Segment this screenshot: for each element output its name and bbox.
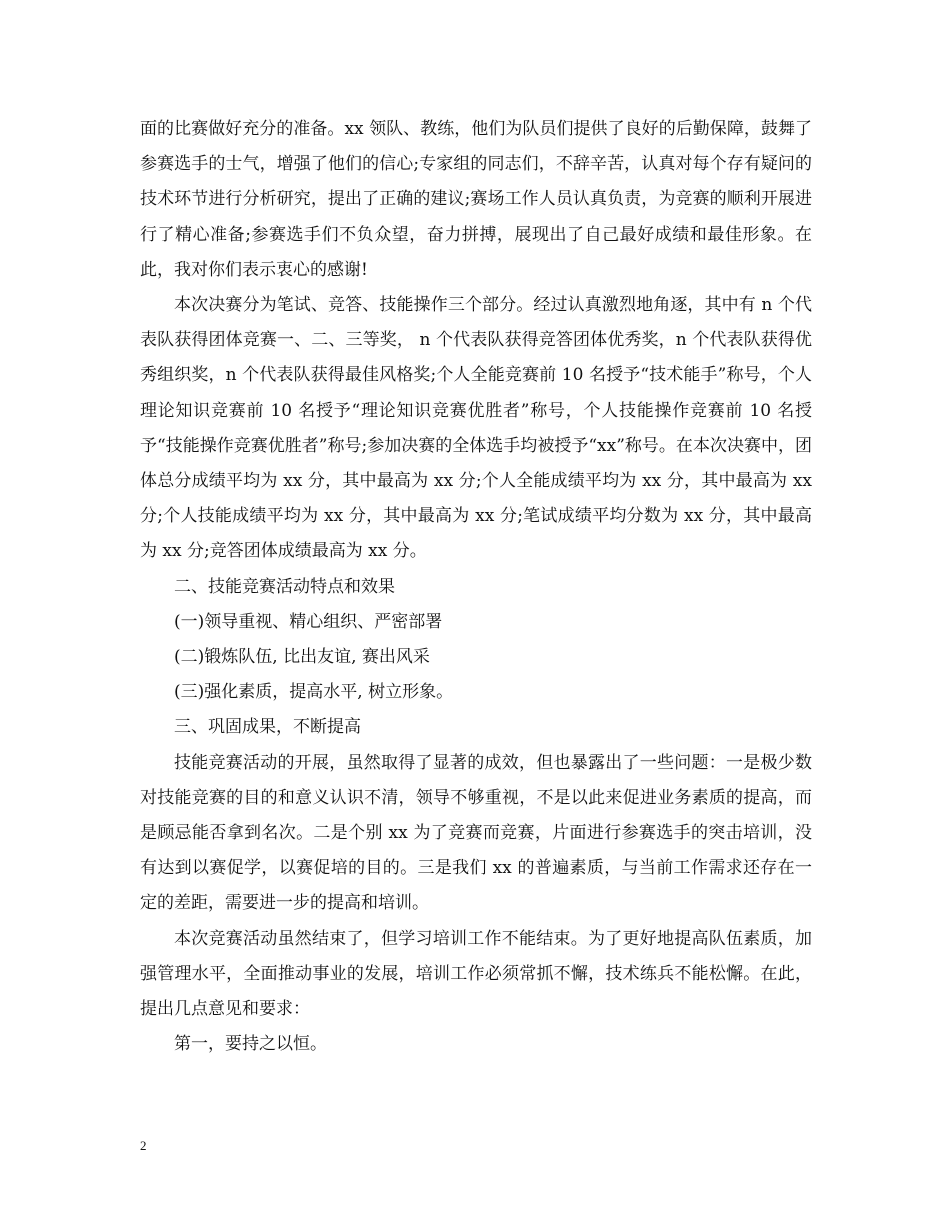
- section-heading-features: 二、技能竞赛活动特点和效果: [174, 576, 395, 597]
- paragraph-first-point: 第一，要持之以恒。: [174, 1034, 327, 1055]
- section-heading-consolidate: 三、巩固成果，不断提高: [174, 717, 361, 738]
- paragraph-requirements: 本次竞赛活动虽然结束了，但学习培训工作不能结束。为了更好地提高队伍素质，加强管理水平，全面推动事业的发展，培训工作必须常抓不懈，技术练兵不能松懈。在此，提出几点意见和要求：: [140, 928, 812, 1020]
- document-body: [140, 112, 812, 1062]
- subheading-team-training: (二)锻炼队伍, 比出友谊, 赛出风采: [174, 647, 430, 668]
- subheading-leadership: (一)领导重视、精心组织、严密部署: [174, 611, 443, 632]
- paragraph-acknowledgements: 面的比赛做好充分的准备。xx 领队、教练，他们为队员们提供了良好的后勤保障，鼓舞了参赛选手的士气，增强了他们的信心;专家组的同志们，不辞辛苦，认真对每个存有疑问的技术环节进行分析研究，提出了正确的建议;赛场工作人员认真负责，为竞赛的顺利开展进行了精心准备;参赛选手们不负众望，奋力拼搏，展现出了自己最好成绩和最佳形象。在此，我对你们表示衷心的感谢!: [140, 119, 812, 280]
- subheading-quality: (三)强化素质，提高水平, 树立形象。: [174, 682, 454, 703]
- page-number: 2: [140, 1138, 147, 1153]
- paragraph-results: 本次决赛分为笔试、竞答、技能操作三个部分。经过认真激烈地角逐，其中有 n 个代表队获得团体竞赛一、二、三等奖， n 个代表队获得竞答团体优秀奖，n 个代表队获得优秀组织奖，n 个代表队获得最佳风格奖;个人全能竞赛前 10 名授予“技术能手”称号，个人理论知识竞赛前 10 名授予“理论知识竞赛优胜者”称号，个人技能操作竞赛前 10 名授予“技能操作竞赛优胜者”称号;参加决赛的全体选手均被授予“xx”称号。在本次决赛中，团体总分成绩平均为 xx 分，其中最高为 xx 分;个人全能成绩平均为 xx 分，其中最高为 xx 分;个人技能成绩平均为 xx 分，其中最高为 xx 分;笔试成绩平均分数为 xx 分，其中最高为 xx 分;竞答团体成绩最高为 xx 分。: [140, 295, 812, 562]
- paragraph-problems: 技能竞赛活动的开展，虽然取得了显著的成效，但也暴露出了一些问题：一是极少数对技能竞赛的目的和意义认识不清，领导不够重视，不是以此来促进业务素质的提高，而是顾忌能否拿到名次。二是个别 xx 为了竞赛而竞赛，片面进行参赛选手的突击培训，没有达到以赛促学，以赛促培的目的。三是我们 xx 的普遍素质，与当前工作需求还存在一定的差距，需要进一步的提高和培训。: [140, 752, 812, 914]
